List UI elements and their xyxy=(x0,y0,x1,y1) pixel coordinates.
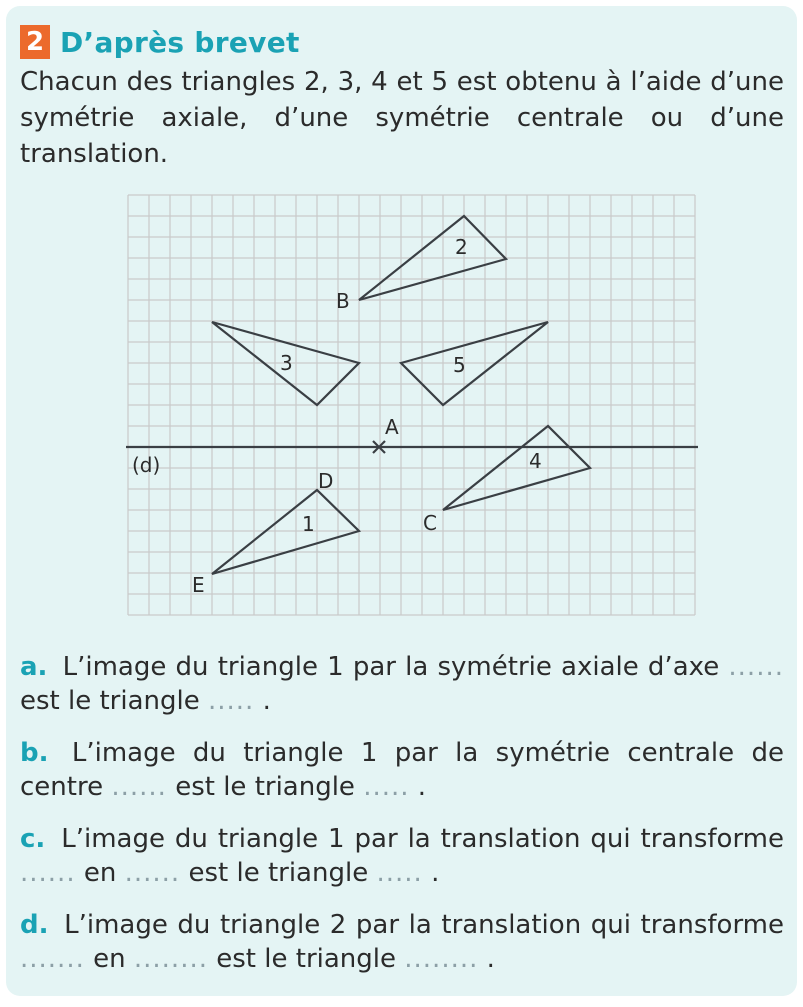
exercise-intro: Chacun des triangles 2, 3, 4 et 5 est obtenu à l’aide d’une symétrie axiale, d’une symétrie centrale ou d’une translation. xyxy=(20,67,784,169)
question-c-end: . xyxy=(431,858,440,888)
question-b xyxy=(20,736,784,804)
question-a-letter: a. xyxy=(20,652,48,682)
point-b-label: B xyxy=(336,289,350,313)
point-d-label: D xyxy=(318,469,334,493)
triangle-1 xyxy=(212,490,359,574)
question-a-end: . xyxy=(262,686,271,716)
question-d-text-3: est le triangle xyxy=(216,944,396,974)
question-c-text-2: en xyxy=(83,858,117,888)
grid-figure xyxy=(126,190,698,620)
question-d-text-1: L’image du triangle 2 par la translation qui transforme xyxy=(64,910,784,940)
question-a-text-1: L’image du triangle 1 par la symétrie axiale d’axe xyxy=(62,652,720,682)
point-a-label: A xyxy=(385,415,399,439)
question-b-text-2: est le triangle xyxy=(175,772,355,802)
question-a-text-2: est le triangle xyxy=(20,686,200,716)
question-b-end: . xyxy=(417,772,427,802)
question-b-blank-1[interactable]: ...... xyxy=(111,772,167,802)
question-b-letter: b. xyxy=(20,738,49,768)
exercise-number-badge: 2 xyxy=(20,25,50,59)
question-d-end: . xyxy=(486,944,495,974)
question-d-letter: d. xyxy=(20,910,49,940)
question-c-text-1: L’image du triangle 1 par la translation qui transforme xyxy=(61,824,785,854)
triangle-3-label: 3 xyxy=(280,351,293,375)
question-d xyxy=(20,908,784,976)
triangle-5-label: 5 xyxy=(453,353,466,377)
axis-d-label: (d) xyxy=(132,453,161,477)
question-c-blank-3[interactable]: ..... xyxy=(376,858,423,888)
question-c-blank-2[interactable]: ...... xyxy=(124,858,181,888)
question-c-letter: c. xyxy=(20,824,46,854)
triangle-1-label: 1 xyxy=(302,512,315,536)
triangle-2-label: 2 xyxy=(455,235,468,259)
question-a-blank-2[interactable]: ..... xyxy=(208,686,255,716)
question-a-blank-1[interactable]: ...... xyxy=(728,652,784,682)
question-d-text-2: en xyxy=(93,944,126,974)
question-c xyxy=(20,822,784,890)
question-a xyxy=(20,650,784,718)
point-e-label: E xyxy=(192,573,205,597)
question-d-blank-1[interactable]: ....... xyxy=(20,944,85,974)
question-d-blank-3[interactable]: ........ xyxy=(404,944,479,974)
exercise-header xyxy=(20,24,300,60)
exercise-title: D’après brevet xyxy=(60,25,300,59)
triangle-4-label: 4 xyxy=(529,449,542,473)
point-c-label: C xyxy=(423,511,437,535)
question-b-blank-2[interactable]: ..... xyxy=(363,772,410,802)
question-c-text-3: est le triangle xyxy=(188,858,369,888)
question-d-blank-2[interactable]: ........ xyxy=(133,944,208,974)
question-c-blank-1[interactable]: ...... xyxy=(20,858,76,888)
question-b-text-1: L’image du triangle 1 par la symétrie centrale de centre xyxy=(20,738,784,802)
